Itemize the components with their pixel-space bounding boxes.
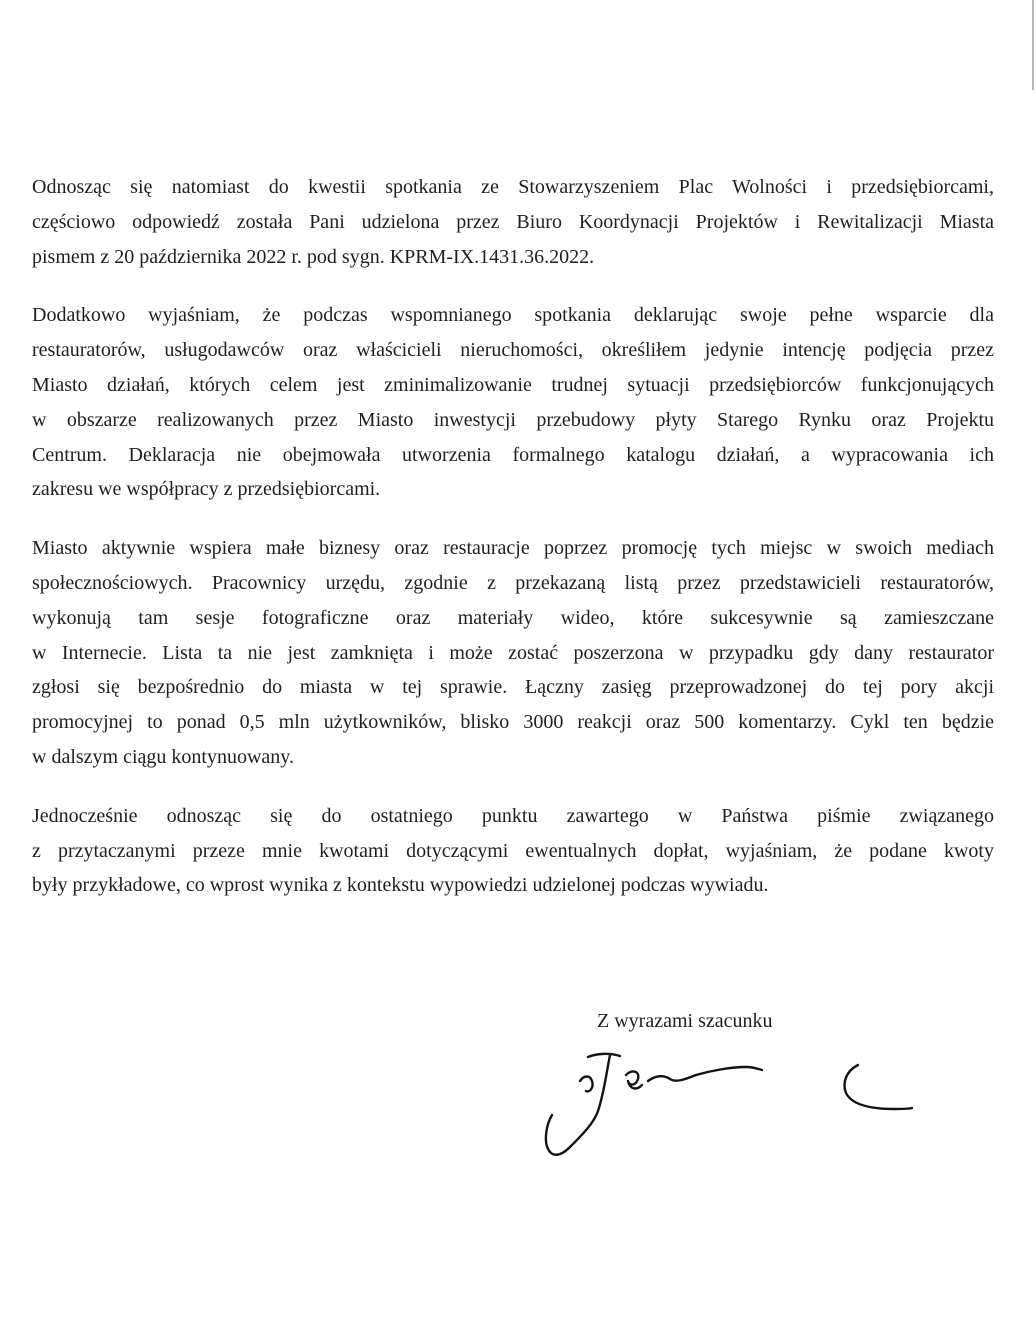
paragraph-line: Odnosząc się natomiast do kwestii spotkania ze Stowarzyszeniem Plac Wolności i przedsiębiorcami, [32, 176, 994, 198]
paragraph-line: częściowo odpowiedź została Pani udzielona przez Biuro Koordynacji Projektów i Rewitalizacji Miasta [32, 210, 994, 233]
paragraph-line: w obszarze realizowanych przez Miasto inwestycji przebudowy płyty Starego Rynku oraz Projektu [32, 408, 994, 431]
paragraph-line: restauratorów, usługodawców oraz właścicieli nieruchomości, określiłem jedynie intencję podjęcia przez [32, 339, 994, 362]
paragraph-line: Miasto aktywnie wspiera małe biznesy oraz restauracje poprzez promocję tych miejsc w swoich mediach [32, 537, 994, 560]
scan-edge-mark [1028, 0, 1036, 90]
paragraph-line: Centrum. Deklaracja nie obejmowała utworzenia formalnego katalogu działań, a wypracowania ich [32, 443, 994, 466]
paragraph-amounts [32, 799, 994, 903]
paragraph-line: zakresu we współpracy z przedsiębiorcami. [32, 478, 381, 501]
paragraph-line: promocyjnej to ponad 0,5 mln użytkowników, blisko 3000 reakcji oraz 500 komentarzy. Cykl ten będzie [32, 711, 994, 734]
paragraph-line: zgłosi się bezpośrednio do miasta w tej sprawie. Łączny zasięg przeprowadzonej do tej pory akcji [32, 676, 994, 699]
letter-body [32, 170, 994, 903]
paragraph-meeting-response [32, 170, 994, 274]
paragraph-line: Miasto działań, których celem jest zminimalizowanie trudnej sytuacji przedsiębiorców funkcjonujących [32, 373, 994, 396]
paragraph-line: z przytaczanymi przeze mnie kwotami dotyczącymi ewentualnych dopłat, wyjaśniam, że podane kwoty [32, 839, 994, 862]
paragraph-declaration [32, 298, 994, 507]
paragraph-line: społecznościowych. Pracownicy urzędu, zgodnie z przekazaną listą przez przedstawicieli restauratorów, [32, 571, 994, 594]
paragraph-line: wykonują tam sesje fotograficzne oraz materiały wideo, które sukcesywnie są zamieszczane [32, 606, 994, 629]
paragraph-line: pismem z 20 października 2022 r. pod sygn. KPRM-IX.1431.36.2022. [32, 245, 595, 268]
paragraph-line: Jednocześnie odnosząc się do ostatniego punktu zawartego w Państwa piśmie związanego [32, 804, 994, 827]
paragraph-promotion [32, 531, 994, 775]
handwritten-signature [540, 1045, 920, 1165]
paragraph-line: w dalszym ciągu kontynuowany. [32, 745, 294, 768]
closing-salutation: Z wyrazami szacunku [597, 1010, 773, 1032]
paragraph-line: w Internecie. Lista ta nie jest zamknięta i może zostać poszerzona w przypadku gdy dany restaurator [32, 641, 994, 664]
paragraph-line: były przykładowe, co wprost wynika z kontekstu wypowiedzi udzielonej podczas wywiadu. [32, 874, 769, 897]
paragraph-line: Dodatkowo wyjaśniam, że podczas wspomnianego spotkania deklarując swoje pełne wsparcie dla [32, 304, 994, 327]
